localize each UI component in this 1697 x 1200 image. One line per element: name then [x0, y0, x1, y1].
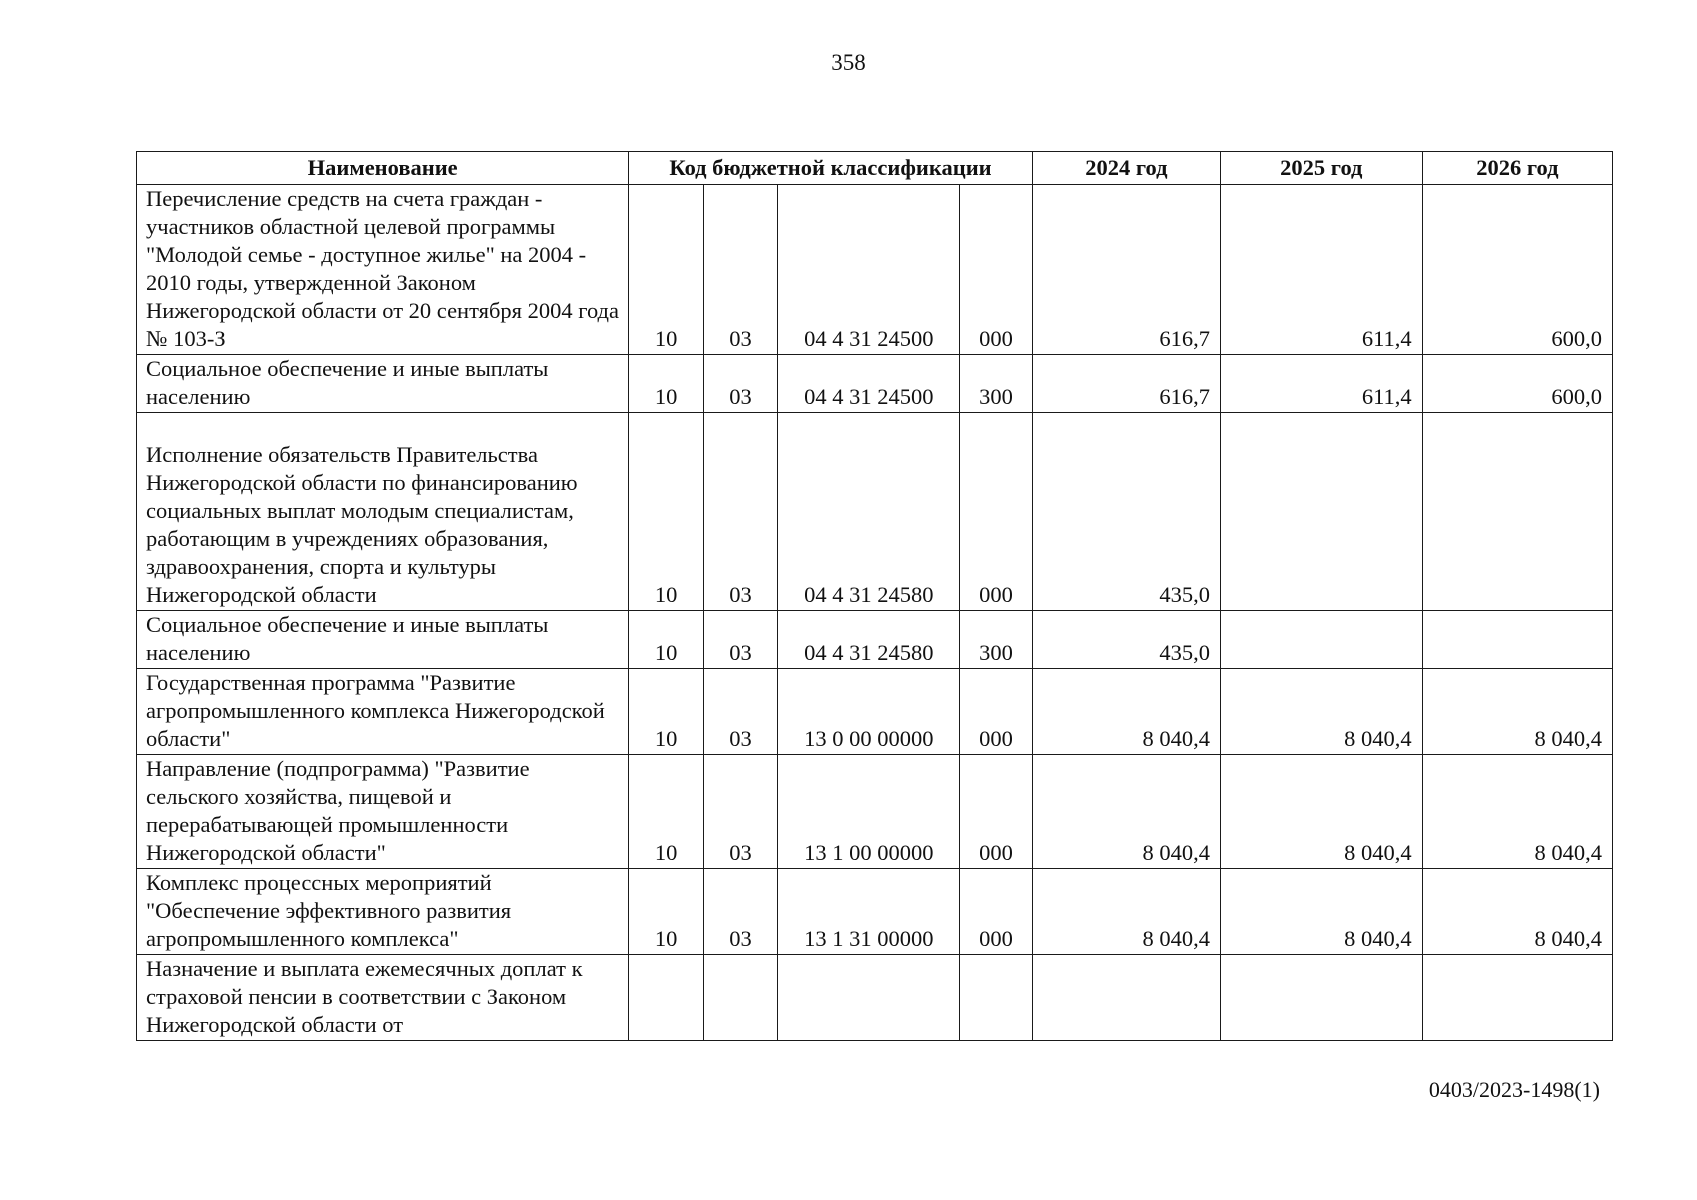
table-row	[137, 413, 1613, 611]
header-name: Наименование	[137, 152, 629, 185]
row-subsection: 03	[703, 611, 777, 669]
budget-table	[136, 151, 1613, 1041]
row-expense-type: 000	[960, 869, 1032, 955]
table-row	[137, 955, 1613, 1041]
row-value-2025	[1220, 611, 1422, 669]
row-subsection: 03	[703, 669, 777, 755]
row-value-2026: 600,0	[1422, 355, 1612, 413]
row-value-2024: 8 040,4	[1032, 669, 1220, 755]
row-expense-type: 300	[960, 611, 1032, 669]
row-name: Комплекс процессных мероприятий "Обеспечение эффективного развития агропромышленного комплекса"	[137, 869, 629, 955]
row-name: Социальное обеспечение и иные выплаты населению	[137, 355, 629, 413]
row-value-2026	[1422, 611, 1612, 669]
row-target-article: 13 1 00 00000	[778, 755, 960, 869]
row-section: 10	[629, 669, 703, 755]
row-name: Социальное обеспечение и иные выплаты населению	[137, 611, 629, 669]
row-section: 10	[629, 355, 703, 413]
row-value-2024: 435,0	[1032, 611, 1220, 669]
header-budget-code: Код бюджетной классификации	[629, 152, 1032, 185]
row-name: Исполнение обязательств Правительства Нижегородской области по финансированию социальных выплат молодым специалистам, работающим в учреждениях образования, здравоохранения, спорта и культуры Нижегородской области	[137, 413, 629, 611]
row-subsection: 03	[703, 355, 777, 413]
header-2025: 2025 год	[1220, 152, 1422, 185]
row-expense-type: 000	[960, 755, 1032, 869]
row-value-2024: 616,7	[1032, 185, 1220, 355]
row-value-2026	[1422, 413, 1612, 611]
row-section: 10	[629, 185, 703, 355]
table-row	[137, 755, 1613, 869]
row-value-2025: 8 040,4	[1220, 755, 1422, 869]
row-value-2024: 8 040,4	[1032, 869, 1220, 955]
row-target-article	[778, 955, 960, 1041]
row-value-2026: 600,0	[1422, 185, 1612, 355]
row-value-2026: 8 040,4	[1422, 669, 1612, 755]
table-row	[137, 669, 1613, 755]
row-section	[629, 955, 703, 1041]
row-value-2026	[1422, 955, 1612, 1041]
table-row	[137, 869, 1613, 955]
row-section: 10	[629, 755, 703, 869]
row-value-2025: 8 040,4	[1220, 869, 1422, 955]
table-header-row	[137, 152, 1613, 185]
row-name: Назначение и выплата ежемесячных доплат к страховой пенсии в соответствии с Законом Нижегородской области от	[137, 955, 629, 1041]
row-expense-type: 300	[960, 355, 1032, 413]
row-value-2026: 8 040,4	[1422, 755, 1612, 869]
page-number: 358	[831, 50, 866, 75]
row-target-article: 04 4 31 24500	[778, 355, 960, 413]
row-value-2025: 611,4	[1220, 355, 1422, 413]
header-2026: 2026 год	[1422, 152, 1612, 185]
row-target-article: 04 4 31 24580	[778, 611, 960, 669]
row-target-article: 04 4 31 24580	[778, 413, 960, 611]
row-value-2025	[1220, 955, 1422, 1041]
table-row	[137, 611, 1613, 669]
row-subsection: 03	[703, 185, 777, 355]
row-target-article: 13 0 00 00000	[778, 669, 960, 755]
row-value-2024	[1032, 955, 1220, 1041]
row-target-article: 04 4 31 24500	[778, 185, 960, 355]
row-name: Направление (подпрограмма) "Развитие сельского хозяйства, пищевой и перерабатывающей промышленности Нижегородской области"	[137, 755, 629, 869]
table-row	[137, 185, 1613, 355]
row-subsection: 03	[703, 755, 777, 869]
row-value-2025: 611,4	[1220, 185, 1422, 355]
row-subsection: 03	[703, 869, 777, 955]
row-expense-type	[960, 955, 1032, 1041]
row-subsection: 03	[703, 413, 777, 611]
row-value-2024: 8 040,4	[1032, 755, 1220, 869]
row-expense-type: 000	[960, 669, 1032, 755]
row-target-article: 13 1 31 00000	[778, 869, 960, 955]
row-expense-type: 000	[960, 185, 1032, 355]
row-subsection	[703, 955, 777, 1041]
row-name: Перечисление средств на счета граждан - участников областной целевой программы "Молодой семье - доступное жилье" на 2004 - 2010 годы, утвержденной Законом Нижегородской области от 20 сентября 2004 года № 103-З	[137, 185, 629, 355]
row-value-2024: 435,0	[1032, 413, 1220, 611]
header-2024: 2024 год	[1032, 152, 1220, 185]
row-value-2024: 616,7	[1032, 355, 1220, 413]
table-row	[137, 355, 1613, 413]
row-value-2025	[1220, 413, 1422, 611]
document-id: 0403/2023-1498(1)	[1428, 1077, 1600, 1102]
row-section: 10	[629, 869, 703, 955]
row-section: 10	[629, 611, 703, 669]
row-value-2026: 8 040,4	[1422, 869, 1612, 955]
row-expense-type: 000	[960, 413, 1032, 611]
row-value-2025: 8 040,4	[1220, 669, 1422, 755]
row-name: Государственная программа "Развитие агропромышленного комплекса Нижегородской области"	[137, 669, 629, 755]
row-section: 10	[629, 413, 703, 611]
